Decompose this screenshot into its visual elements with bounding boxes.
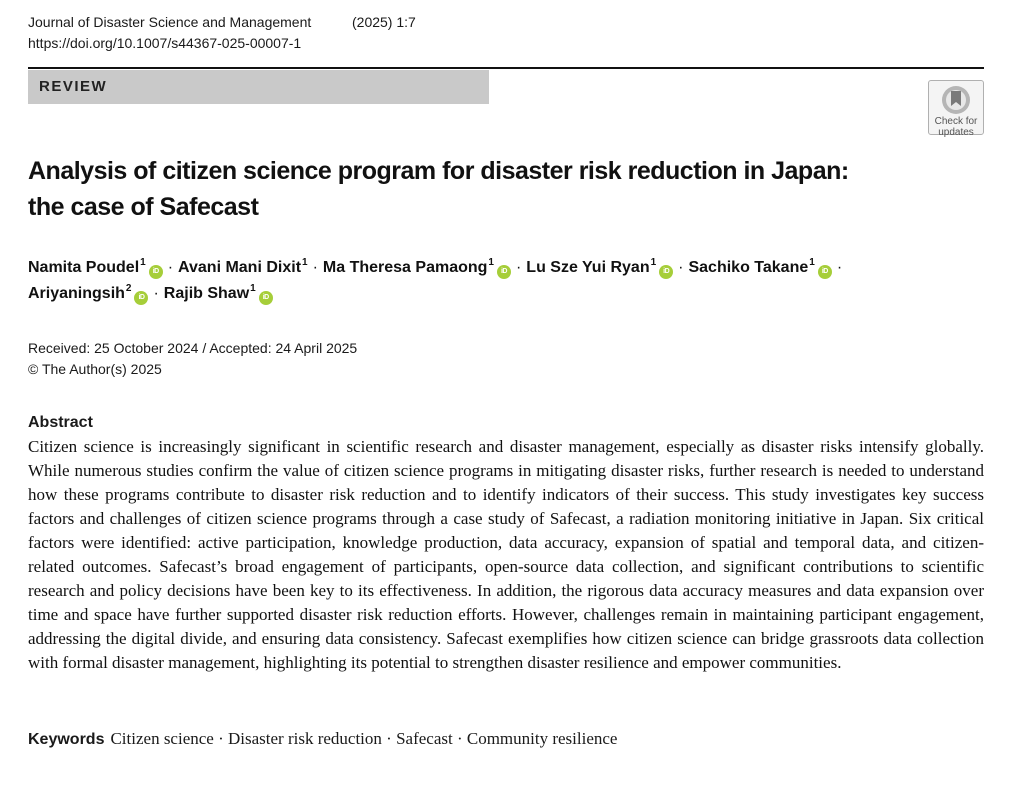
author-separator: · bbox=[153, 285, 159, 302]
author-name: Avani Mani Dixit bbox=[178, 259, 302, 276]
orcid-icon[interactable]: iD bbox=[134, 291, 148, 305]
author bbox=[526, 256, 673, 276]
abstract-text: Citizen science is increasingly significant in scientific research and disaster management, especially as disaster risks intensify globally. While numerous studies confirm the value of citizen science programs in mitigating disaster risks, further research is needed to understand how these programs contribute to disaster risk reduction and to identify indicators of their success. This study investigates key success factors and challenges of citizen science programs through a case study of Safecast, a radiation monitoring initiative in Japan. Six critical factors were identified: active participation, knowledge production, data accuracy, expansion of spatial and temporal data, and citizen-related outcomes. Safecast’s broad engagement of participants, open-source data collection, and significant contributions to scientific research and policy decisions have been key to its effectiveness. In addition, the rigorous data accuracy measures and data expansion over time and space have further supported disaster risk reduction efforts. However, challenges remain in maintaining participant engagement, addressing the digital divide, and ensuring data consistency. Safecast exemplifies how citizen science can bridge grassroots data collection with formal disaster management, highlighting its potential to strengthen disaster resilience and empower communities. bbox=[28, 437, 984, 672]
author-name: Rajib Shaw bbox=[163, 285, 250, 302]
title-line-1: Analysis of citizen science program for disaster risk reduction in Japan: bbox=[28, 157, 849, 185]
author-name: Ariyaningsih bbox=[28, 285, 125, 302]
volume-info: (2025) 1:7 bbox=[352, 14, 416, 30]
orcid-icon[interactable]: iD bbox=[259, 291, 273, 305]
article-type-banner: REVIEW bbox=[28, 70, 489, 104]
journal-name: Journal of Disaster Science and Management bbox=[28, 14, 312, 30]
author-separator: · bbox=[678, 259, 684, 276]
received-accepted-dates: Received: 25 October 2024 / Accepted: 24 April 2025 bbox=[28, 340, 358, 356]
author-name: Ma Theresa Pamaong bbox=[322, 259, 488, 276]
author bbox=[322, 256, 511, 276]
author bbox=[28, 282, 148, 302]
keywords-list: Citizen science · Disaster risk reduction · Safecast · Community resilience bbox=[110, 729, 618, 748]
author bbox=[28, 256, 163, 276]
publication-dates bbox=[28, 338, 357, 380]
author bbox=[163, 282, 273, 302]
orcid-icon[interactable]: iD bbox=[818, 265, 832, 279]
author-separator: · bbox=[836, 259, 843, 276]
orcid-icon[interactable]: iD bbox=[497, 265, 511, 279]
orcid-icon[interactable]: iD bbox=[149, 265, 163, 279]
title-line-2: the case of Safecast bbox=[28, 193, 259, 221]
author-separator: · bbox=[312, 259, 318, 276]
author-list bbox=[28, 255, 984, 307]
affiliation-marker: 1 bbox=[488, 256, 494, 268]
check-for-updates-button[interactable] bbox=[928, 80, 984, 138]
author-separator: · bbox=[167, 259, 174, 276]
affiliation-marker: 1 bbox=[250, 282, 256, 294]
author bbox=[688, 256, 831, 276]
affiliation-marker: 2 bbox=[125, 282, 132, 294]
orcid-icon[interactable]: iD bbox=[659, 265, 673, 279]
article-title bbox=[28, 153, 968, 225]
check-for-updates-icon bbox=[939, 84, 973, 116]
copyright-notice: © The Author(s) 2025 bbox=[28, 361, 162, 377]
keywords-section bbox=[28, 727, 617, 752]
header-rule bbox=[28, 67, 984, 69]
check-for-updates-label-2: updates bbox=[938, 127, 974, 138]
check-for-updates-label-1: Check for bbox=[934, 116, 978, 127]
author-name: Namita Poudel bbox=[28, 259, 140, 276]
affiliation-marker: 1 bbox=[140, 256, 146, 268]
author-separator: · bbox=[515, 259, 522, 276]
author-name: Sachiko Takane bbox=[688, 259, 809, 276]
author bbox=[178, 256, 308, 276]
author-name: Lu Sze Yui Ryan bbox=[526, 259, 650, 276]
affiliation-marker: 1 bbox=[302, 256, 308, 268]
doi-link[interactable]: https://doi.org/10.1007/s44367-025-00007-1 bbox=[28, 35, 302, 51]
keywords-label: Keywords bbox=[28, 731, 105, 748]
abstract-heading: Abstract bbox=[28, 414, 93, 431]
affiliation-marker: 1 bbox=[650, 256, 657, 268]
journal-header bbox=[28, 12, 311, 54]
affiliation-marker: 1 bbox=[809, 256, 815, 268]
